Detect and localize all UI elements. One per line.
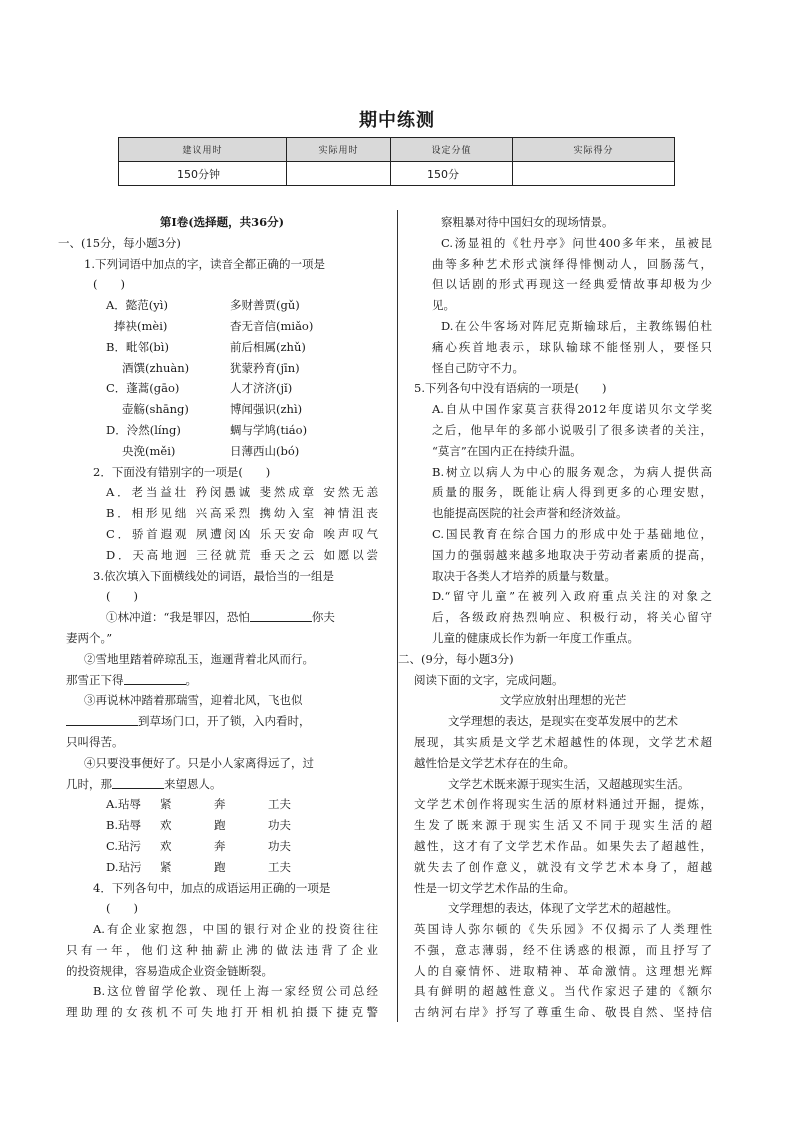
- p2-line5: 就失去了创作意义，就没有文学艺术本身了，超越: [414, 859, 712, 874]
- p3-line3: 不强，意志薄弱，经不住诱惑的根源，而且抒写了: [414, 942, 712, 957]
- q3-s1-text: ①林冲道：“我是罪囚，恐怕: [106, 610, 250, 625]
- q2-option-b: [66, 503, 378, 524]
- q5-a-line1: A.自从中国作家莫言获得2012年度诺贝尔文学奖: [432, 402, 712, 417]
- q3-s1-tail: 你夫: [311, 610, 335, 625]
- q1-option-d-row1: [66, 420, 378, 441]
- q1-c4: 博闻强识(zhì): [230, 402, 303, 417]
- q2-a-1: A．老当益壮: [106, 485, 189, 500]
- q3-sentence2: ②雪地里踏着碎琼乱玉，迤逦背着北风而行。: [84, 651, 314, 666]
- q1-a1: A．懿范(yì): [106, 298, 168, 313]
- q2-b-1: B．相形见绌: [106, 506, 190, 521]
- q4-c-line4: 见。: [432, 298, 455, 313]
- header-actual-time: 实际用时: [287, 138, 391, 162]
- q3-blank-1[interactable]: [250, 609, 312, 622]
- q5-d-line2: 后，各级政府热烈响应、积极行动，将关心留守: [432, 610, 712, 625]
- q3-s3-tail: 到草场门口，开了锁，入内看时，: [138, 714, 311, 729]
- info-table-header-row: [119, 138, 675, 162]
- q1-b2: 前后相属(zhǔ): [230, 339, 306, 354]
- q1-stem: 1.下列词语中加点的字，读音全都正确的一项是: [84, 256, 325, 271]
- page-title: 期中练测: [359, 110, 435, 131]
- q4-b-line1: B.这位曾留学伦敦、现任上海一家经贸公司总经: [93, 984, 378, 999]
- q1-option-b-row1: [66, 337, 378, 358]
- q3-blank-2[interactable]: [124, 672, 186, 685]
- q3-a-3: 奔: [214, 797, 226, 812]
- value-set-score: 150分: [391, 162, 513, 186]
- q2-a-2: 矜闵愚诚: [195, 485, 253, 500]
- q3-blank-3[interactable]: [66, 713, 138, 726]
- q3-c-3: 奔: [214, 838, 226, 853]
- q3-a-4: 工夫: [268, 797, 291, 812]
- q3-sentence4-cont: [66, 774, 378, 795]
- q2-a-3: 斐然成章: [259, 485, 317, 500]
- q2-d-3: 垂天之云: [259, 547, 318, 562]
- q5-c-line1: C.国民教育在综合国力的形成中处于基础地位，: [432, 526, 712, 541]
- q2-b-4: 神情沮丧: [323, 506, 378, 521]
- q3-sentence3-end: 只叫得苦。: [66, 734, 124, 749]
- column-divider: [397, 210, 398, 1022]
- q4-c-line2: 曲等多种艺术形式演绎得悱恻动人，回肠荡气，: [432, 256, 712, 271]
- q5-c-line2: 国力的强弱越来越多地取决于劳动者素质的提高，: [432, 547, 712, 562]
- q4-a-line3: 的投资规律，容易造成企业资金链断裂。: [66, 963, 273, 978]
- q4-b-line3: 察粗暴对待中国妇女的现场情景。: [441, 215, 614, 229]
- info-table-value-row: [119, 162, 675, 186]
- q3-d-4: 工夫: [268, 859, 291, 874]
- article-title: 文学应放射出理想的光芒: [499, 693, 627, 708]
- p1-line3: 越性恰是文学艺术存在的生命。: [414, 755, 575, 770]
- q3-b-2: 欢: [160, 818, 172, 833]
- q3-sentence1: [66, 607, 378, 628]
- q4-d-line3: 怪自己防守不力。: [432, 360, 524, 375]
- q2-c-3: 乐天安命: [259, 526, 318, 541]
- p1-line2: 展现，其实质是文学艺术超越性的体现，文学艺术超: [414, 734, 712, 749]
- q5-stem: 5.下列各句中没有语病的一项是( ): [414, 381, 607, 396]
- q1-b4: 犹蒙矜育(jīn): [230, 360, 300, 375]
- info-table: [118, 137, 675, 186]
- q1-a3: 捧袂(mèi): [114, 318, 168, 333]
- q1-c3: 壶觞(shāng): [122, 402, 189, 417]
- p3-line1: 文学理想的表达，体现了文学艺术的超越性。: [448, 901, 678, 916]
- right-column: [398, 212, 712, 1023]
- q3-paren: ( ): [106, 589, 138, 604]
- q2-d-2: 三径就荒: [196, 547, 254, 562]
- p3-line2: 英国诗人弥尔顿的《失乐园》不仅揭示了人类理性: [414, 922, 712, 937]
- q4-stem: 4．下列各句中，加点的成语运用正确的一项是: [93, 880, 331, 895]
- q3-s4-tail: 来望恩人。: [164, 776, 222, 791]
- value-suggested-time: 150分钟: [119, 162, 287, 186]
- q3-s4-text: 几时，那: [66, 776, 112, 791]
- value-actual-time[interactable]: [287, 162, 391, 186]
- p2-line2: 文学艺术创作将现实生活的原材料通过开掘，提炼，: [414, 797, 712, 812]
- q3-d-2: 紧: [160, 859, 172, 874]
- q4-b-line2: 理助理的女孩机不可失地打开相机拍摄下捷克警: [66, 1005, 378, 1020]
- q3-s2-tail: 。: [185, 672, 197, 687]
- q3-s2-text: 那雪正下得: [66, 672, 124, 687]
- q2-c-2: 夙遭闵凶: [195, 526, 254, 541]
- q1-d3: 央浼(měi): [122, 443, 176, 458]
- q3-a-1: A.玷辱: [106, 797, 141, 812]
- q4-paren: ( ): [106, 901, 138, 916]
- q1-a2: 多财善贾(gǔ): [230, 298, 300, 313]
- q3-sentence3: ③再说林冲踏着那瑞雪，迎着北风，飞也似: [84, 693, 303, 708]
- q1-option-a-row2: [66, 316, 378, 337]
- q2-c-1: C．骄首遐观: [106, 526, 190, 541]
- left-column: [58, 212, 378, 1023]
- header-actual-score: 实际得分: [513, 138, 675, 162]
- q2-stem: 2．下面没有错别字的一项是( ): [93, 464, 271, 479]
- q3-c-4: 功夫: [268, 838, 291, 853]
- q1-b3: 酒馔(zhuàn): [122, 360, 190, 375]
- q5-c-line3: 取决于各类人才培养的质量与数量。: [432, 568, 616, 583]
- q5-b-line1: B.树立以病人为中心的服务观念，为病人提供高: [432, 464, 712, 479]
- p3-line6: 古纳河右岸》抒写了尊重生命、敬畏自然、坚持信: [414, 1005, 712, 1020]
- q3-d-3: 跑: [214, 859, 226, 874]
- q4-d-line1: D.在公牛客场对阵尼克斯输球后，主教练锡伯杜: [441, 318, 712, 333]
- q4-c-line3: 但以话剧的形式再现这一经典爱情故事却极为少: [432, 277, 712, 292]
- q3-d-1: D.玷污: [106, 859, 142, 874]
- value-actual-score[interactable]: [513, 162, 675, 186]
- p2-line3: 生发了既来源于现实生活又不同于现实生活的超: [414, 818, 712, 833]
- q1-d4: 日薄西山(bó): [230, 443, 300, 458]
- q3-blank-4[interactable]: [112, 776, 164, 789]
- q3-b-4: 功夫: [268, 818, 291, 833]
- q3-option-c: [66, 836, 378, 857]
- q4-c-line1: C.汤显祖的《牡丹亭》问世400多年来，虽被昆: [441, 235, 712, 250]
- q1-option-c-row2: [66, 399, 378, 420]
- q3-sentence3-cont: [66, 711, 378, 732]
- q1-option-b-row2: [66, 358, 378, 379]
- q2-d-1: D．天高地迥: [106, 547, 190, 562]
- q2-option-c: [66, 524, 378, 545]
- q2-b-2: 兴高采烈: [195, 506, 254, 521]
- q5-a-line3: “莫言”在国内正在持续升温。: [432, 443, 582, 458]
- p1-line1: 文学理想的表达，是现实在变革发展中的艺术: [448, 714, 678, 729]
- header-suggested-time: 建议用时: [119, 138, 287, 162]
- q3-sentence1-cont: 妻两个。”: [66, 630, 113, 645]
- q4-a-line1: A.有企业家抱怨，中国的银行对企业的投资往往: [93, 922, 378, 937]
- q3-option-d: [66, 857, 378, 878]
- q5-d-line1: D.“留守儿童”在被列入政府重点关注的对象之: [432, 589, 712, 604]
- q4-a-line2: 只有一年，他们这种抽薪止沸的做法违背了企业: [66, 942, 378, 957]
- q2-option-a: [66, 482, 378, 503]
- q1-d2: 蜩与学鸠(tiáo): [230, 422, 308, 437]
- part1-heading: 一、(15分，每小题3分): [58, 235, 181, 250]
- q5-b-line3: 也能提高医院的社会声誉和经济效益。: [432, 506, 628, 521]
- q5-b-line2: 质量的服务，既能让病人得到更多的心理安慰，: [432, 485, 712, 500]
- q1-c2: 人才济济(jǐ): [230, 381, 293, 396]
- q1-b1: B．毗邻(bì): [106, 339, 169, 354]
- q5-d-line3: 儿童的健康成长作为新一年度工作重点。: [432, 630, 639, 645]
- q3-c-1: C.玷污: [106, 838, 142, 853]
- p3-line4: 人的自豪情怀、进取精神、革命激情。这理想光辉: [414, 963, 712, 978]
- p2-line4: 越性，这才有了文学艺术作品。如果失去了超越性，: [414, 838, 712, 853]
- part2-heading: 二、(9分，每小题3分): [398, 651, 514, 666]
- p2-line6: 性是一切文学艺术作品的生命。: [414, 880, 575, 895]
- q5-a-line2: 之后，他早年的多部小说吸引了很多读者的关注，: [432, 422, 712, 437]
- q2-c-4: 唉声叹气: [323, 526, 378, 541]
- q1-option-d-row2: [66, 441, 378, 462]
- section-title: 第Ⅰ卷(选择题，共36分): [159, 215, 285, 229]
- q3-option-a: [66, 794, 378, 815]
- q4-d-line2: 痛心疾首地表示，球队输球不能怪别人，要怪只: [432, 339, 712, 354]
- q2-a-4: 安然无恙: [323, 485, 378, 500]
- q3-b-3: 跑: [214, 818, 226, 833]
- reading-instruction: 阅读下面的文字，完成问题。: [414, 672, 564, 687]
- q3-option-b: [66, 815, 378, 836]
- q3-sentence2-cont: [66, 670, 378, 691]
- q2-d-4: 如愿以尝: [323, 547, 378, 562]
- q1-a4: 杳无音信(miǎo): [230, 318, 314, 333]
- q2-b-3: 携幼入室: [259, 506, 317, 521]
- header-set-score: 设定分值: [391, 138, 513, 162]
- q2-option-d: [66, 545, 378, 566]
- q3-c-2: 欢: [160, 838, 172, 853]
- q1-d1: D．泠然(líng): [106, 422, 181, 437]
- q1-c1: C．蓬蒿(gāo): [106, 381, 180, 396]
- q3-stem: 3.依次填入下面横线处的词语，最恰当的一组是: [93, 568, 334, 583]
- p3-line5: 具有鲜明的超越性意义。当代作家迟子建的《额尔: [414, 984, 712, 999]
- q3-sentence4: ④只要没事便好了。只是小人家离得远了，过: [84, 755, 314, 770]
- q1-paren: ( ): [93, 277, 125, 292]
- p2-line1: 文学艺术既来源于现实生活，又超越现实生活。: [448, 776, 690, 791]
- q1-option-c-row1: [66, 378, 378, 399]
- q3-b-1: B.玷辱: [106, 818, 142, 833]
- q1-option-a-row1: [66, 295, 378, 316]
- q3-a-2: 紧: [160, 797, 172, 812]
